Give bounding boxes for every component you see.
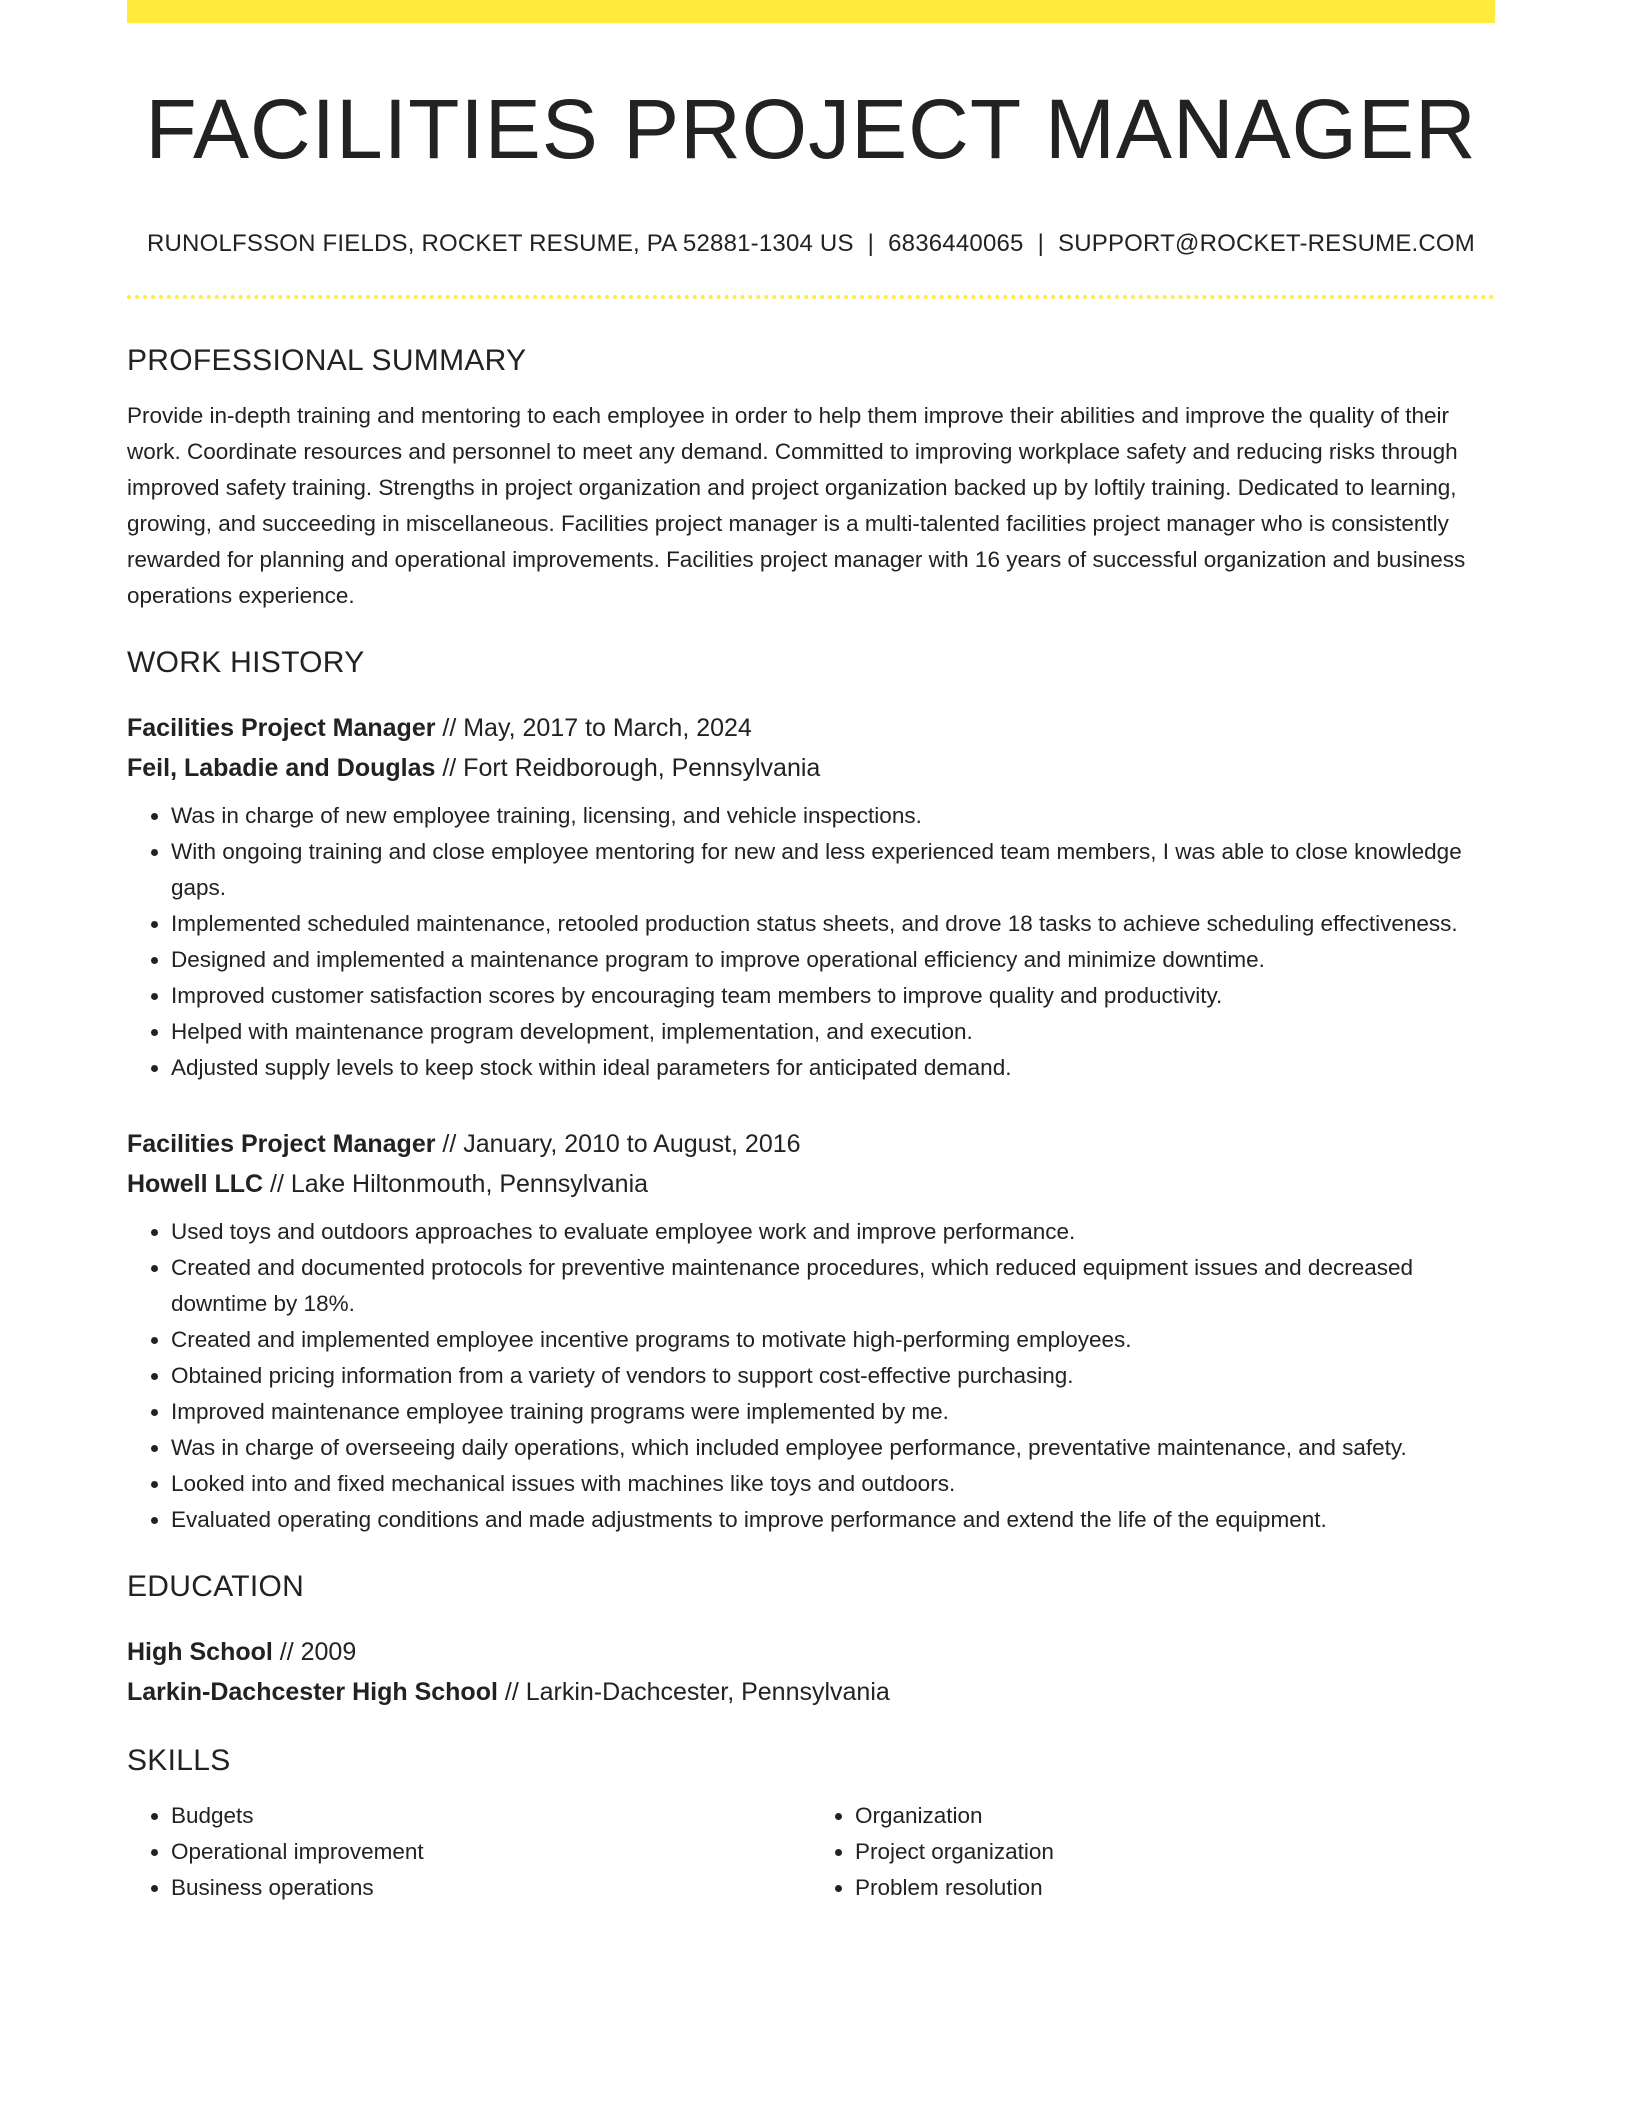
list-item: • Adjusted supply levels to keep stock within ideal parameters for anticipated demand. (171, 1050, 1495, 1086)
list-item: • Implemented scheduled maintenance, retooled production status sheets, and drove 18 tasks to achieve scheduling effectiveness. (171, 906, 1495, 942)
contact-phone: 6836440065 (888, 230, 1024, 258)
education-degree-line (127, 1632, 1495, 1672)
job-role-line (127, 1124, 1495, 1164)
job-bullets (127, 1214, 1495, 1538)
list-item: • Improved maintenance employee training programs were implemented by me. (171, 1394, 1495, 1430)
job-role-line (127, 708, 1495, 748)
job-entry (127, 1124, 1495, 1538)
list-item: • Helped with maintenance program development, implementation, and execution. (171, 1014, 1495, 1050)
job-company-line (127, 748, 1495, 788)
list-item: • With ongoing training and close employee mentoring for new and less experienced team members, I was able to close knowledge gaps. (171, 834, 1495, 906)
education-school: Larkin-Dachcester High School (127, 1678, 498, 1707)
list-item: • Business operations (171, 1870, 811, 1906)
skills-column-left (127, 1798, 811, 1906)
list-item: • Evaluated operating conditions and made adjustments to improve performance and extend the life of the equipment. (171, 1502, 1495, 1538)
list-item: • Created and implemented employee incentive programs to motivate high-performing employees. (171, 1322, 1495, 1358)
skills-column-right (811, 1798, 1495, 1906)
list-item: • Organization (855, 1798, 1495, 1834)
job-dates: // May, 2017 to March, 2024 (435, 714, 752, 743)
list-item: • Was in charge of overseeing daily operations, which included employee performance, preventative maintenance, and safety. (171, 1430, 1495, 1466)
work-history-heading: WORK HISTORY (127, 646, 365, 680)
job-company: Howell LLC (127, 1170, 264, 1199)
list-item: • Improved customer satisfaction scores by encouraging team members to improve quality and productivity. (171, 978, 1495, 1014)
job-role: Facilities Project Manager (127, 1130, 436, 1159)
accent-top-bar (127, 0, 1495, 23)
contact-separator: | (867, 230, 875, 258)
education-heading: EDUCATION (127, 1570, 305, 1604)
summary-heading: PROFESSIONAL SUMMARY (127, 344, 527, 378)
job-location: // Lake Hiltonmouth, Pennsylvania (263, 1170, 649, 1199)
education-degree: High School (127, 1638, 273, 1667)
contact-address: RUNOLFSSON FIELDS, ROCKET RESUME, PA 52881-1304 US (146, 230, 854, 258)
education-year: // 2009 (272, 1638, 357, 1667)
list-item: • Designed and implemented a maintenance program to improve operational efficiency and minimize downtime. (171, 942, 1495, 978)
job-bullets (127, 798, 1495, 1086)
contact-separator: | (1037, 230, 1045, 258)
list-item: • Used toys and outdoors approaches to evaluate employee work and improve performance. (171, 1214, 1495, 1250)
list-item: • Project organization (855, 1834, 1495, 1870)
dotted-divider (127, 295, 1495, 299)
list-item: • Operational improvement (171, 1834, 811, 1870)
list-item: • Looked into and fixed mechanical issues with machines like toys and outdoors. (171, 1466, 1495, 1502)
contact-line (127, 230, 1495, 258)
list-item: • Was in charge of new employee training, licensing, and vehicle inspections. (171, 798, 1495, 834)
education-school-line (127, 1672, 1495, 1712)
job-entry (127, 708, 1495, 1086)
page-title: FACILITIES PROJECT MANAGER (145, 82, 1477, 176)
job-company: Feil, Labadie and Douglas (127, 754, 436, 783)
list-item: • Obtained pricing information from a variety of vendors to support cost-effective purchasing. (171, 1358, 1495, 1394)
list-item: • Problem resolution (855, 1870, 1495, 1906)
job-role: Facilities Project Manager (127, 714, 436, 743)
job-dates: // January, 2010 to August, 2016 (435, 1130, 801, 1159)
list-item: • Budgets (171, 1798, 811, 1834)
education-location: // Larkin-Dachcester, Pennsylvania (497, 1678, 890, 1707)
job-location: // Fort Reidborough, Pennsylvania (435, 754, 821, 783)
job-company-line (127, 1164, 1495, 1204)
list-item: • Created and documented protocols for preventive maintenance procedures, which reduced equipment issues and decreased downtime by 18%. (171, 1250, 1495, 1322)
resume-page (127, 0, 1495, 1906)
contact-email: SUPPORT@ROCKET-RESUME.COM (1058, 230, 1475, 258)
skills-heading: SKILLS (127, 1744, 231, 1778)
summary-text: Provide in-depth training and mentoring to each employee in order to help them improve their abilities and improve the quality of their work. Coordinate resources and personnel to meet any demand. Committed to improving workplace safety and reducing risks through improved safety training. Strengths in project organization and project organization backed up by loftily training. Dedicated to learning, growing, and succeeding in miscellaneous. Facilities project manager is a multi-talented facilities project manager who is consistently rewarded for planning and operational improvements. Facilities project manager with 16 years of successful organization and business operations experience. (127, 403, 1466, 609)
education-entry (127, 1632, 1495, 1712)
skills-list (127, 1798, 1495, 1906)
